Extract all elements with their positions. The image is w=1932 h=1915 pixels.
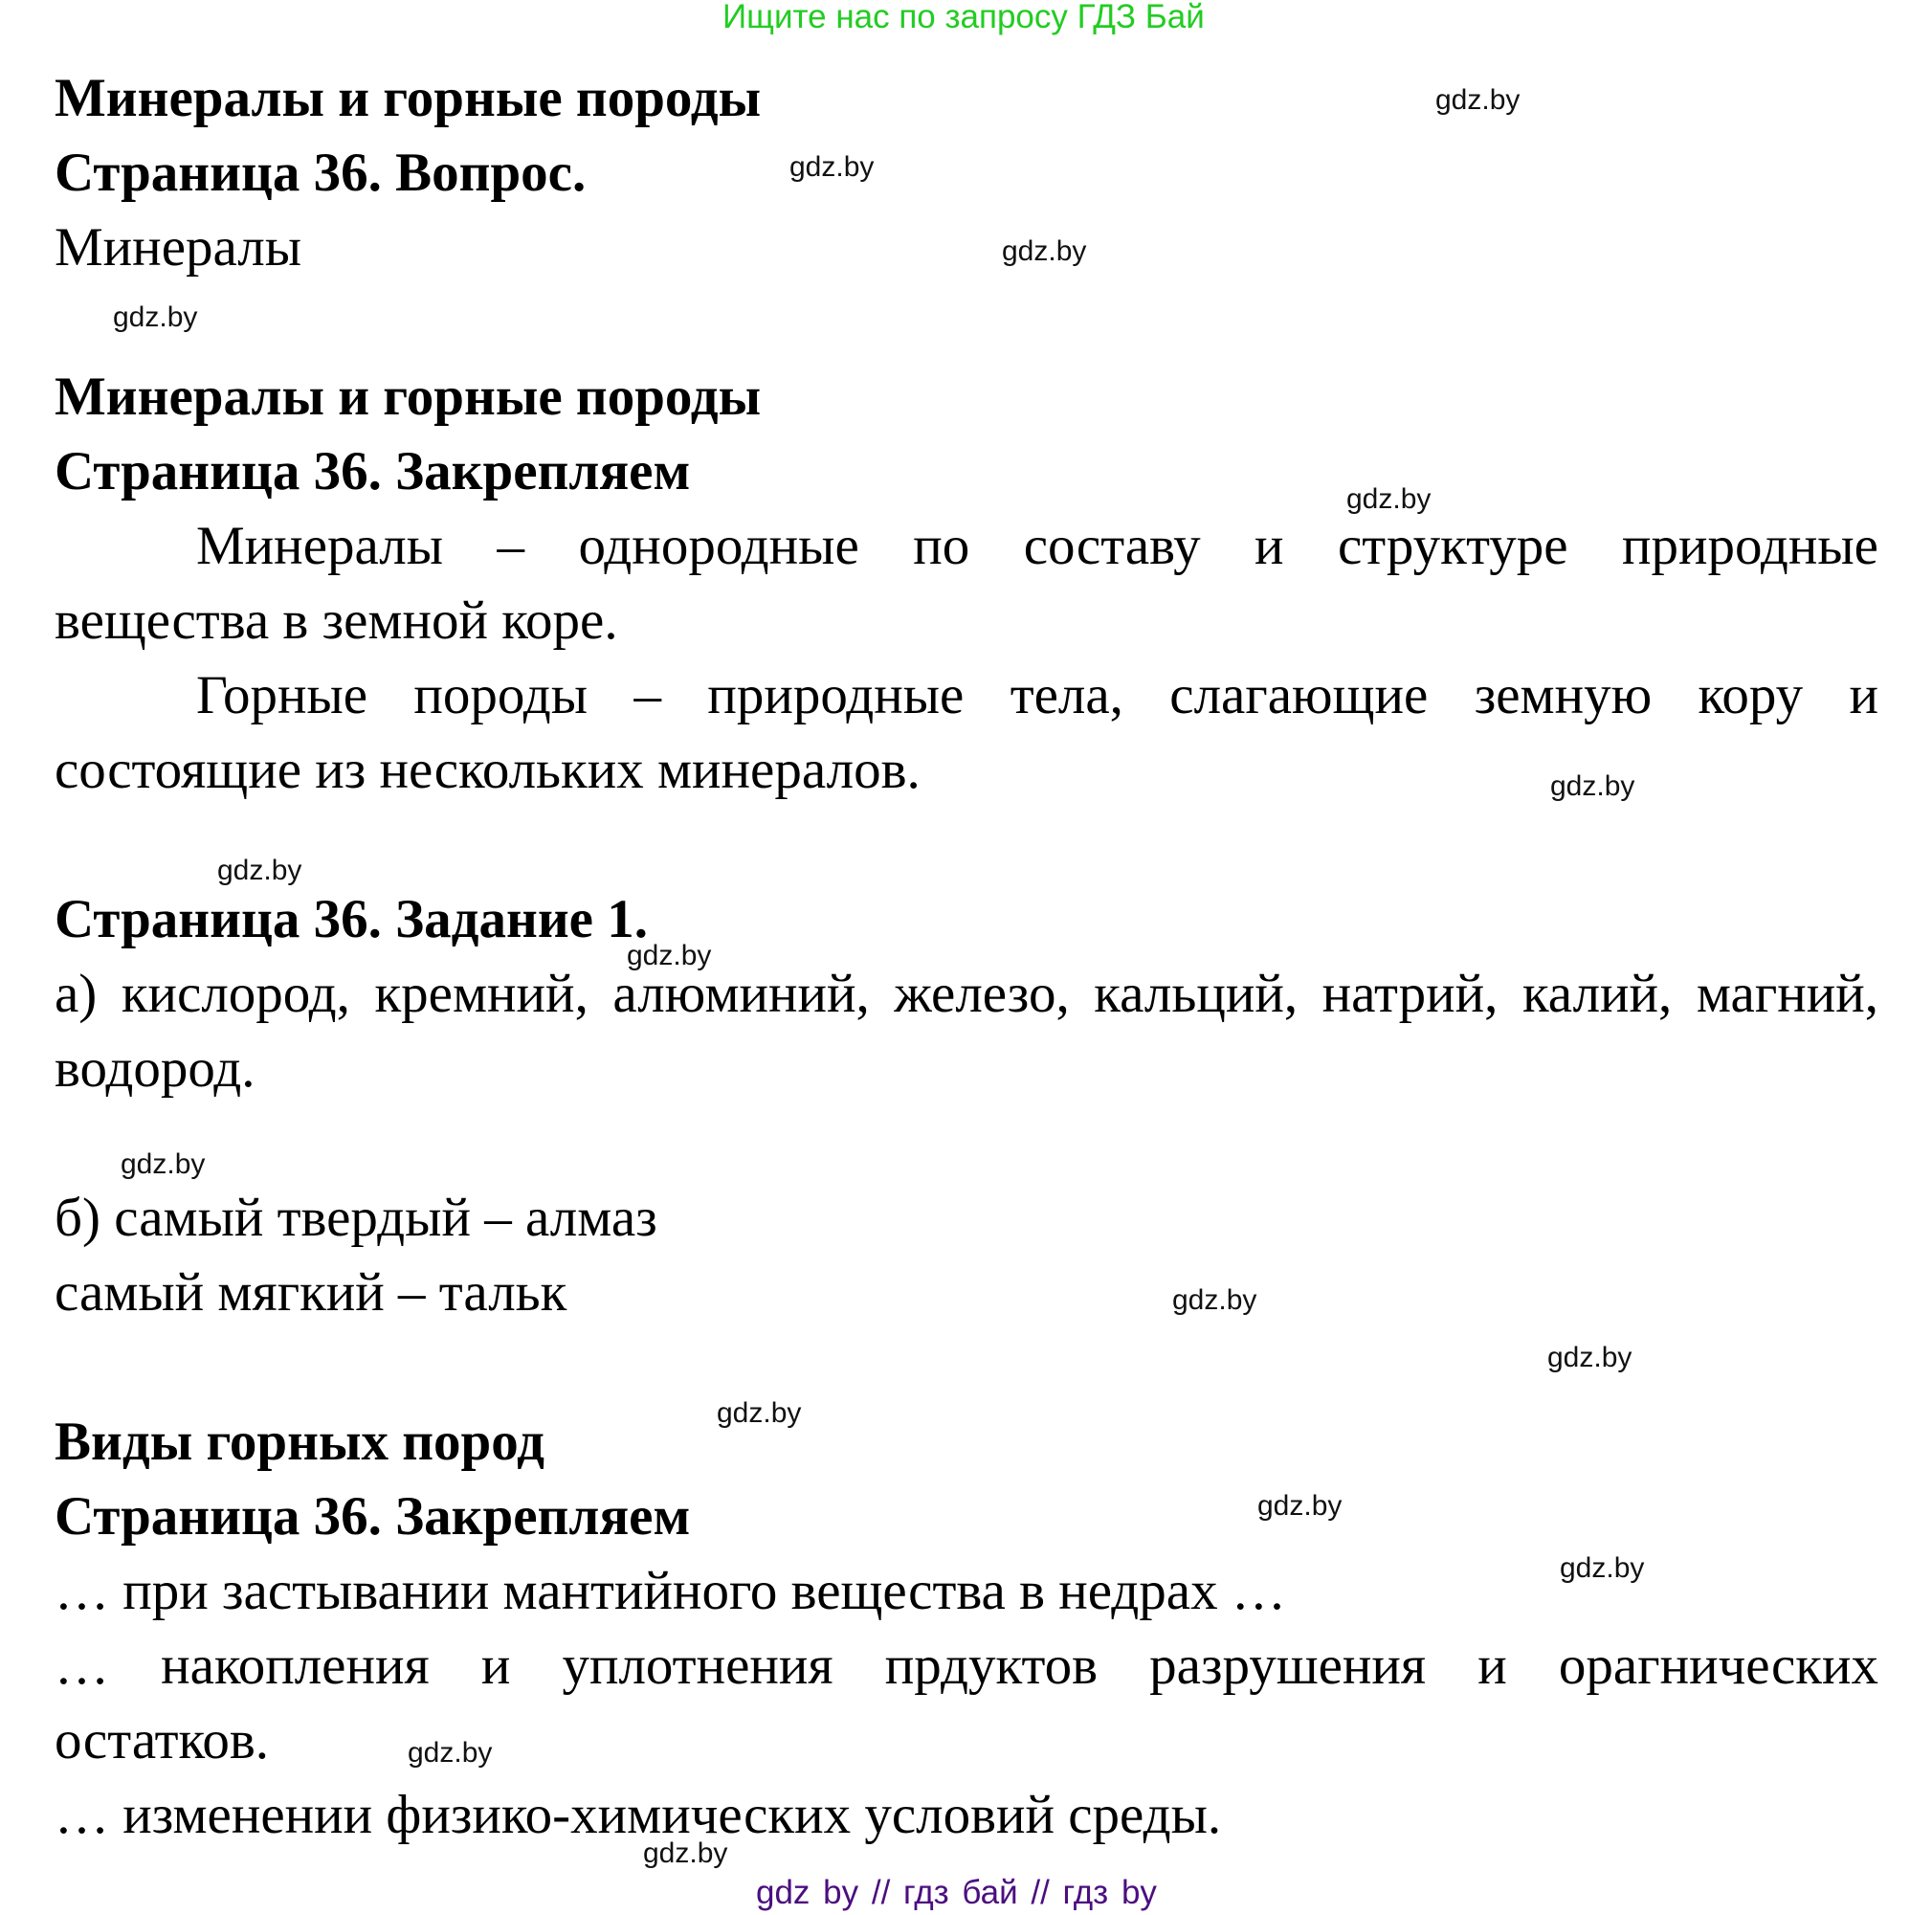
watermark: gdz.by bbox=[789, 151, 875, 183]
watermark: gdz.by bbox=[121, 1148, 206, 1180]
watermark: gdz.by bbox=[1435, 84, 1521, 116]
section-title: Минералы и горные породы bbox=[55, 68, 762, 128]
watermark: gdz.by bbox=[113, 301, 198, 333]
section-subtitle: Страница 36. Закрепляем bbox=[55, 441, 691, 501]
watermark: gdz.by bbox=[1002, 235, 1087, 267]
answer-text: Минералы bbox=[55, 217, 302, 278]
paragraph-line: Минералы – однородные по составу и структуре природные bbox=[196, 516, 1878, 576]
watermark: gdz.by bbox=[217, 855, 302, 886]
watermark: gdz.by bbox=[1346, 483, 1432, 515]
paragraph-line: б) самый твердый – алмаз bbox=[55, 1188, 657, 1248]
watermark: gdz.by bbox=[408, 1737, 493, 1769]
section-title: Минералы и горные породы bbox=[55, 367, 762, 427]
watermark: gdz.by bbox=[1547, 1342, 1632, 1373]
paragraph-line: … при застывании мантийного вещества в недрах … bbox=[55, 1561, 1286, 1621]
watermark: gdz.by bbox=[1257, 1490, 1343, 1522]
paragraph-line: вещества в земной коре. bbox=[55, 590, 618, 651]
paragraph-line: состоящие из нескольких минералов. bbox=[55, 740, 921, 800]
watermark: gdz.by bbox=[627, 940, 712, 971]
paragraph-line: водород. bbox=[55, 1038, 255, 1099]
watermark: gdz.by bbox=[1172, 1284, 1257, 1316]
footer-links[interactable]: gdz by // гдз бай // гдз by bbox=[756, 1874, 1157, 1911]
section-subtitle: Страница 36. Вопрос. bbox=[55, 143, 587, 203]
section-subtitle: Страница 36. Задание 1. bbox=[55, 889, 648, 949]
paragraph-line: … изменении физико-химических условий среды. bbox=[55, 1785, 1222, 1845]
watermark: gdz.by bbox=[717, 1397, 802, 1429]
paragraph-line: Горные породы – природные тела, слагающие земную кору и bbox=[196, 665, 1878, 725]
section-subtitle: Страница 36. Закрепляем bbox=[55, 1486, 691, 1547]
watermark: gdz.by bbox=[1560, 1552, 1645, 1584]
section-title: Виды горных пород bbox=[55, 1412, 544, 1472]
paragraph-line: самый мягкий – тальк bbox=[55, 1262, 567, 1323]
paragraph-line: а) кислород, кремний, алюминий, железо, кальций, натрий, калий, магний, bbox=[55, 964, 1878, 1024]
top-banner[interactable]: Ищите нас по запросу ГДЗ Бай bbox=[722, 0, 1205, 35]
paragraph-line: … накопления и уплотнения прдуктов разрушения и орагнических bbox=[55, 1636, 1878, 1696]
watermark: gdz.by bbox=[1550, 770, 1635, 802]
watermark: gdz.by bbox=[643, 1837, 728, 1869]
paragraph-line: остатков. bbox=[55, 1710, 270, 1770]
